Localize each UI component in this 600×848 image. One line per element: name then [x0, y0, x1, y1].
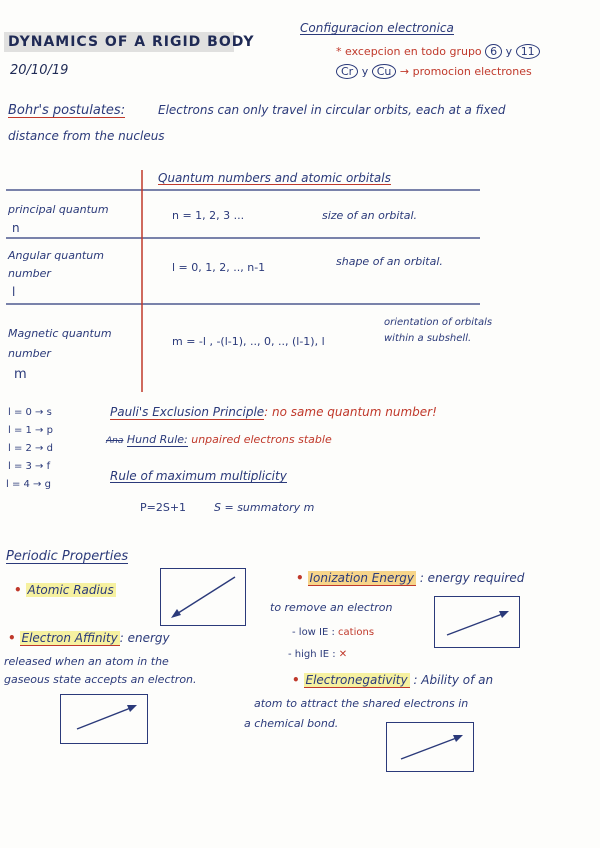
quantum-row-2-name-2: number [8, 267, 51, 280]
ionization-trend-box [434, 596, 520, 648]
arrow-up-right-icon [387, 723, 473, 771]
quantum-heading: Quantum numbers and atomic orbitals [158, 171, 391, 185]
quantum-row-3-name-1: Magnetic quantum [8, 327, 112, 340]
orbital-letter-d: l = 2 → d [8, 443, 53, 454]
config-line2-mid: y [361, 65, 369, 78]
affinity-trend-box [60, 694, 148, 744]
quantum-row-2-name-1: Angular quantum [8, 249, 104, 262]
affinity-text-2: released when an atom in the [4, 655, 169, 668]
orbital-letter-f: l = 3 → f [8, 461, 51, 472]
low-ie-value: cations [338, 627, 375, 638]
atomic-radius-line [14, 584, 116, 596]
config-line1-mid: y [505, 45, 513, 58]
electroneg-text-1: : Ability of an [413, 673, 494, 687]
bullet-atomic-radius: • [14, 583, 22, 597]
affinity-label: Electron Affinity [21, 631, 118, 645]
bohr-text-1: Electrons can only travel in circular orbits, each at a fixed [158, 103, 506, 117]
ionization-line [296, 572, 524, 584]
ionization-text-1: : energy required [419, 571, 525, 585]
quantum-row-1-formula: n = 1, 2, 3 ... [172, 209, 245, 222]
quantum-row-3-name-3: m [14, 367, 27, 382]
config-line2-suffix: → promocion electrones [399, 65, 532, 78]
affinity-line [8, 632, 170, 644]
quantum-row-1-name-2: n [12, 221, 20, 235]
pauli-label: Pauli's Exclusion Principle [110, 405, 265, 419]
ionization-text-2: to remove an electron [270, 601, 393, 614]
affinity-text-3: gaseous state accepts an electron. [4, 673, 197, 686]
arrow-down-left-icon [161, 569, 245, 625]
hund-line [106, 434, 332, 446]
quantum-row-1-name-1: principal quantum [8, 203, 109, 216]
group-6-circle: 6 [485, 44, 502, 59]
ionization-label: Ionization Energy [309, 571, 414, 585]
bohr-text-2: distance from the nucleus [8, 129, 165, 143]
quantum-row-3-formula: m = -l , -(l-1), .., 0, .., (l-1), l [172, 335, 325, 348]
low-ie-label: - low IE : [292, 627, 335, 638]
high-ie-label: - high IE : [288, 649, 336, 660]
arrow-up-right-icon [435, 597, 519, 647]
electroneg-trend-box [386, 722, 474, 772]
cr-circle: Cr [336, 64, 358, 79]
affinity-text-1: : energy [119, 631, 170, 645]
quantum-row-3-name-2: number [8, 347, 51, 360]
bullet-electroneg: • [292, 673, 300, 687]
orbital-letter-s: l = 0 → s [8, 407, 52, 418]
electroneg-text-3: a chemical bond. [244, 717, 339, 730]
high-ie-line [288, 650, 347, 660]
quantum-row-3-desc-1: orientation of orbitals [384, 317, 493, 328]
multiplicity-text: S = summatory m [214, 501, 315, 514]
pauli-line [110, 406, 437, 418]
pauli-text: : no same quantum number! [264, 405, 437, 419]
hund-strike: Ana [106, 436, 124, 446]
hund-text: unpaired electrons stable [191, 433, 332, 446]
quantum-row-1-desc: size of an orbital. [322, 209, 418, 222]
bohr-label: Bohr's postulates: [8, 103, 126, 118]
quantum-row-2-formula: l = 0, 1, 2, .., n-1 [172, 261, 266, 274]
periodic-heading: Periodic Properties [6, 549, 129, 564]
bullet-ionization: • [296, 571, 304, 585]
arrow-up-right-icon [61, 695, 147, 743]
group-11-circle: 11 [516, 44, 540, 59]
multiplicity-formula: P=2S+1 [140, 501, 187, 514]
high-ie-value: ✕ [338, 649, 348, 660]
page-title: DYNAMICS OF A RIGID BODY [8, 34, 255, 50]
orbital-letter-g: l = 4 → g [6, 479, 51, 490]
low-ie-line [292, 628, 374, 638]
electroneg-label: Electronegativity [305, 673, 408, 687]
multiplicity-label: Rule of maximum multiplicity [110, 469, 287, 483]
quantum-row-2-desc: shape of an orbital. [336, 255, 443, 268]
bullet-affinity: • [8, 631, 16, 645]
cu-circle: Cu [372, 64, 397, 79]
orbital-letter-p: l = 1 → p [8, 425, 53, 436]
atomic-radius-label: Atomic Radius [27, 583, 114, 597]
atomic-radius-trend-box [160, 568, 246, 626]
quantum-row-3-desc-2: within a subshell. [384, 333, 472, 344]
electroneg-text-2: atom to attract the shared electrons in [254, 697, 469, 710]
config-heading: Configuracion electronica [300, 21, 454, 35]
quantum-row-2-name-3: l [12, 285, 16, 299]
electroneg-line [292, 674, 493, 686]
config-line1-prefix: * excepcion en todo grupo [336, 45, 482, 58]
hund-label: Hund Rule: [126, 433, 188, 446]
date-scribble: 20/10/19 [10, 63, 69, 78]
